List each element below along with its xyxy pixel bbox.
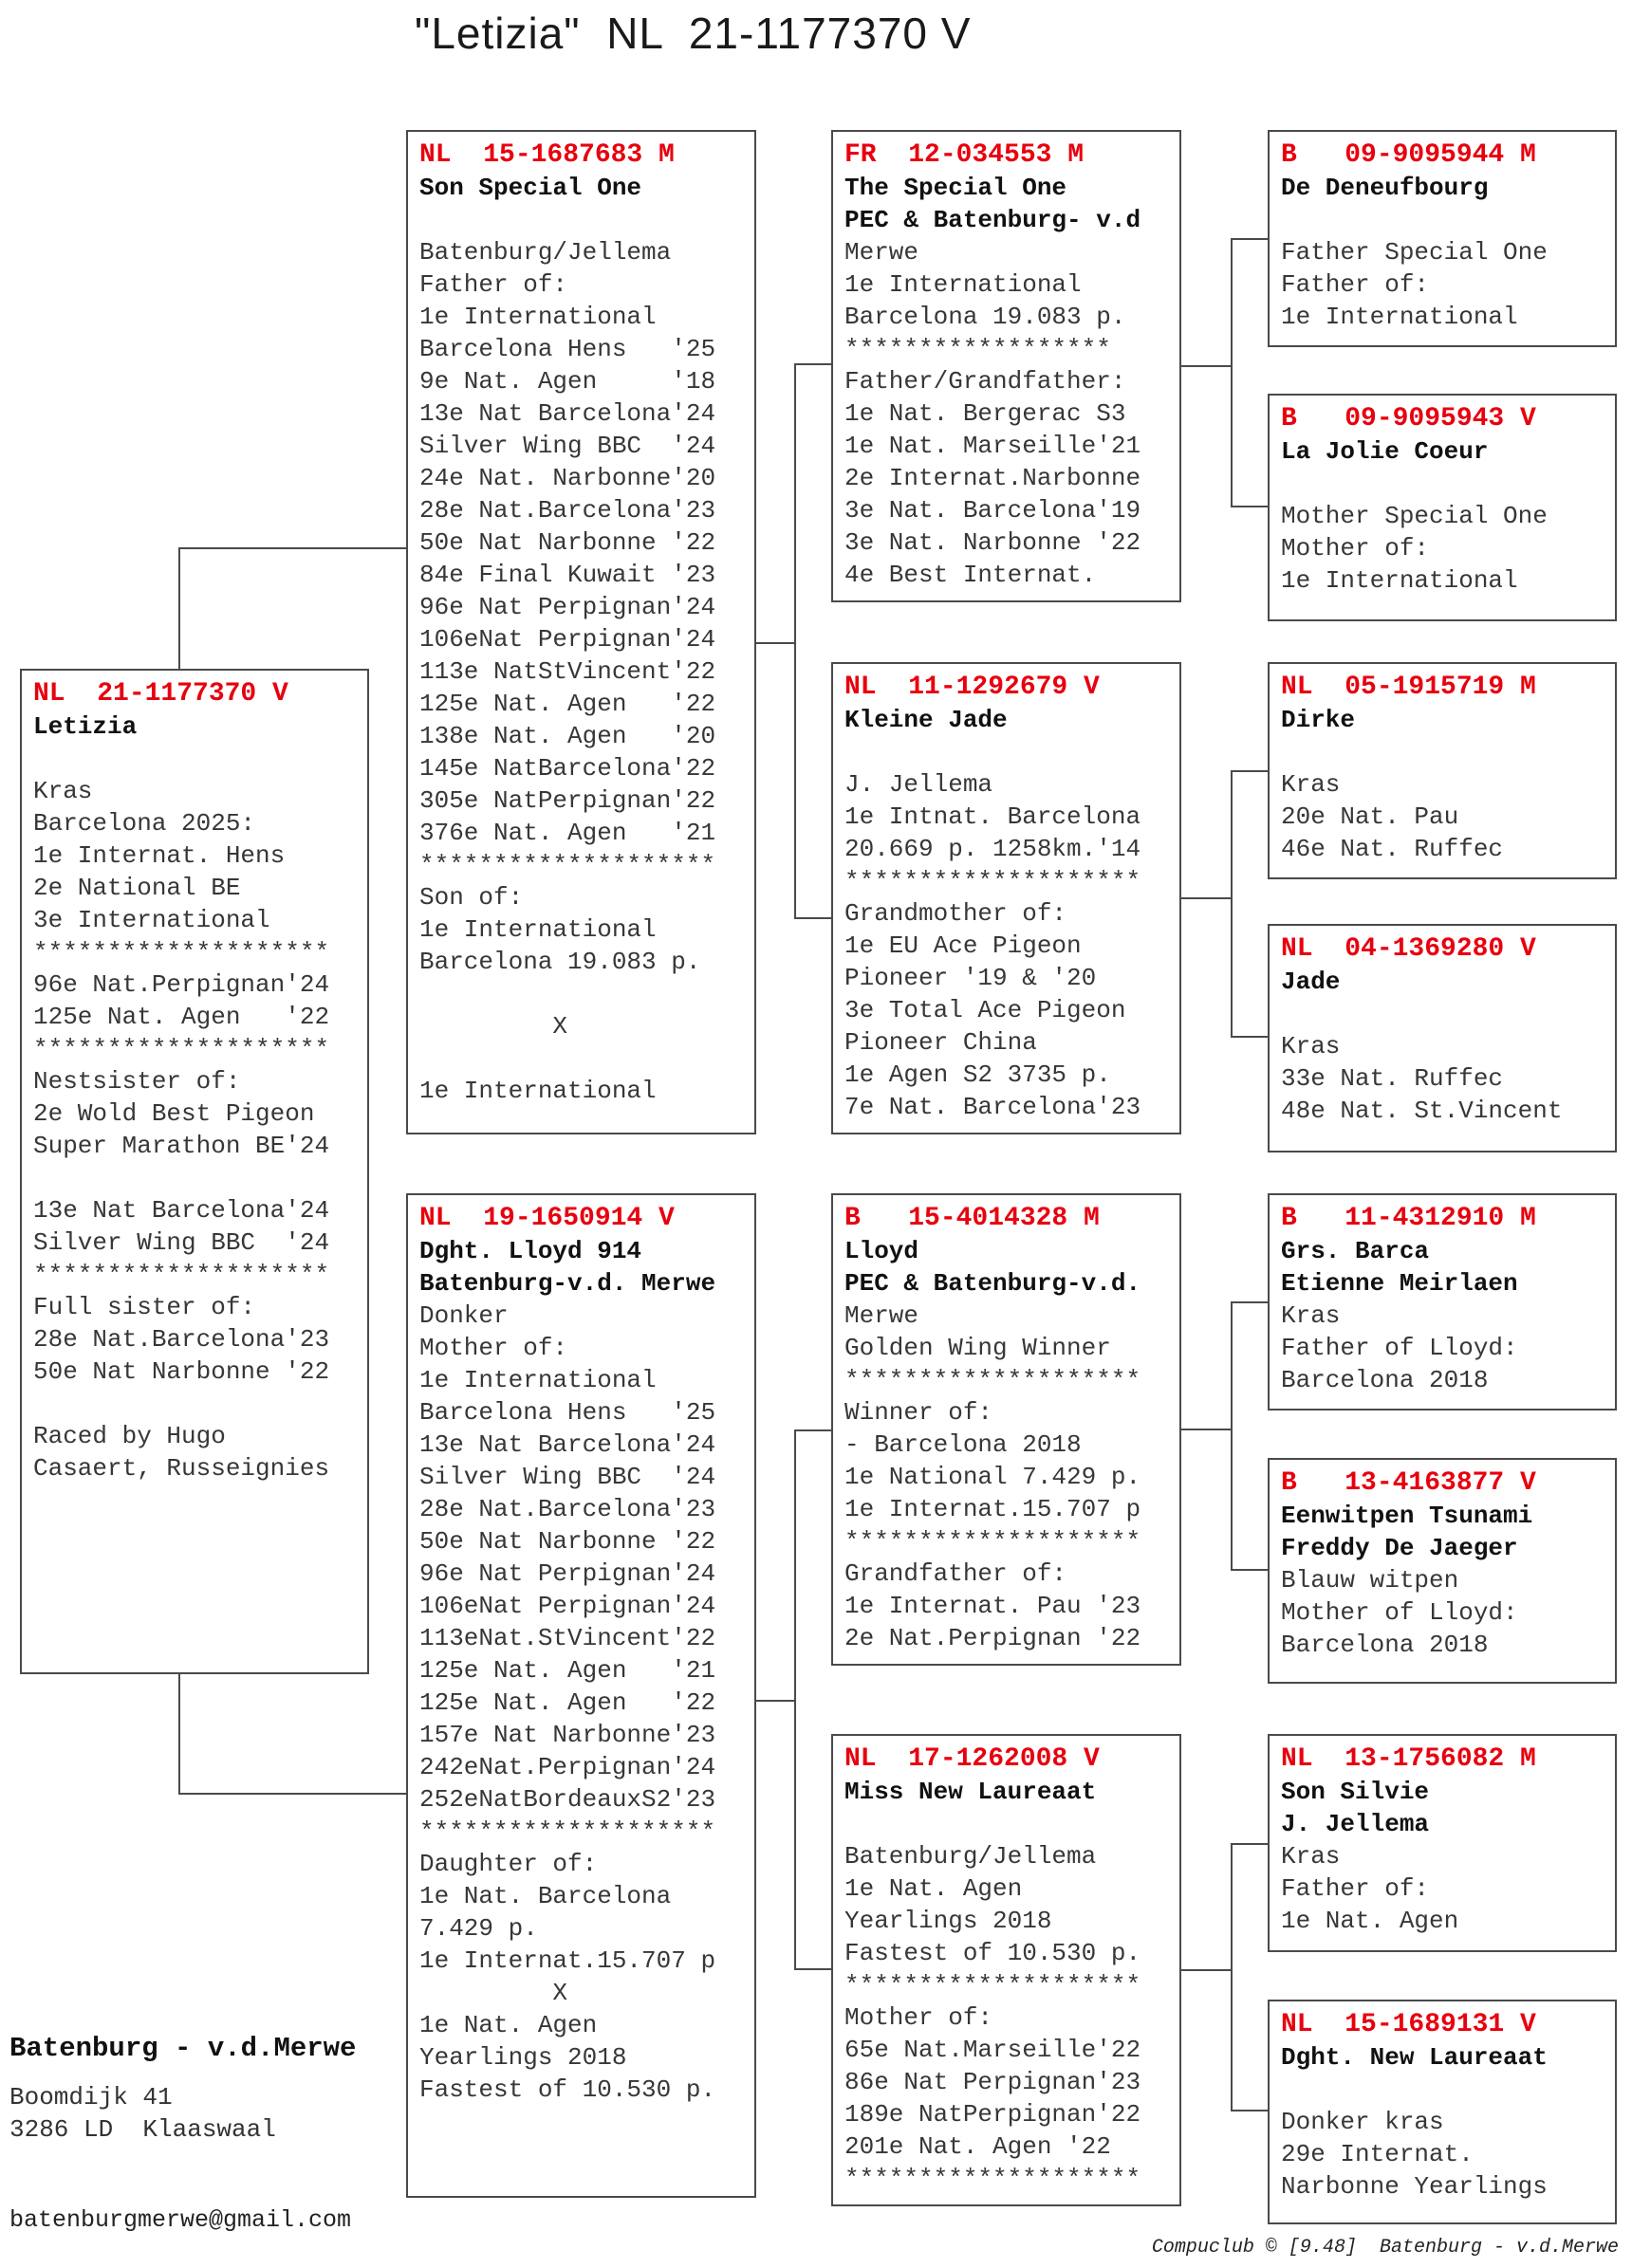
pigeon-name: De Deneufbourg	[1281, 174, 1489, 202]
detail-line: 1e Intnat. Barcelona	[844, 802, 1141, 831]
detail-line: 96e Nat Perpignan'24	[419, 1559, 716, 1588]
detail-line: Son of:	[419, 883, 524, 912]
detail-line: Nestsister of:	[33, 1067, 241, 1096]
detail-line: 3e Nat. Narbonne '22	[844, 528, 1141, 557]
connector-line	[1181, 365, 1232, 367]
detail-line: 189e NatPerpignan'22	[844, 2100, 1141, 2129]
detail-line: 113e NatStVincent'22	[419, 657, 716, 686]
ring-number: B 09-9095943 V	[1281, 404, 1536, 433]
detail-line: Grandfather of:	[844, 1559, 1067, 1588]
connector-line	[178, 1673, 180, 1795]
detail-line: Batenburg/Jellema	[419, 238, 672, 267]
ring-number: FR 12-034553 M	[844, 140, 1085, 170]
detail-line: Father of:	[419, 270, 568, 299]
detail-line: 106eNat Perpignan'24	[419, 1592, 716, 1620]
detail-line	[33, 1162, 362, 1194]
pedigree-box-kleine-jade	[831, 662, 1181, 1134]
detail-line	[1281, 204, 1609, 236]
detail-line: Kras	[1281, 1842, 1341, 1871]
detail-line: 13e Nat Barcelona'24	[33, 1196, 330, 1225]
detail-line: Father Special One	[1281, 238, 1548, 267]
detail-line: ********************	[33, 1261, 330, 1289]
detail-line: 50e Nat Narbonne '22	[419, 1527, 716, 1556]
detail-line: Merwe	[844, 1301, 919, 1330]
detail-line: 50e Nat Narbonne '22	[33, 1357, 330, 1386]
detail-line: 125e Nat. Agen '22	[419, 1688, 716, 1717]
pigeon-name: Son Special One	[419, 174, 642, 202]
connector-line	[178, 1793, 406, 1795]
pigeon-name: Jade	[1281, 968, 1341, 996]
detail-line: 1e Internat. Pau '23	[844, 1592, 1141, 1620]
ring-number: NL 13-1756082 M	[1281, 1744, 1536, 1774]
detail-line: 125e Nat. Agen '22	[419, 690, 716, 718]
detail-line: Mother of:	[1281, 534, 1430, 562]
detail-line: ********************	[844, 1366, 1141, 1394]
pigeon-name: Dght. Lloyd 914	[419, 1237, 642, 1265]
detail-line	[419, 978, 749, 1010]
detail-line	[844, 1808, 1174, 1840]
connector-line	[794, 1429, 831, 1431]
detail-line	[844, 736, 1174, 768]
ring-number: NL 05-1915719 M	[1281, 673, 1536, 702]
detail-line: Barcelona Hens '25	[419, 335, 716, 363]
detail-line: 20.669 p. 1258km.'14	[844, 835, 1141, 863]
detail-line: 29e Internat.	[1281, 2140, 1474, 2168]
detail-line: 9e Nat. Agen '18	[419, 367, 716, 396]
detail-line: 252eNatBordeauxS2'23	[419, 1785, 716, 1814]
detail-line: 1e Nat. Bergerac S3	[844, 399, 1126, 428]
detail-line: Kras	[33, 777, 93, 805]
detail-line	[1281, 736, 1609, 768]
connector-line	[756, 642, 795, 644]
pigeon-name: Etienne Meirlaen	[1281, 1269, 1518, 1298]
detail-line: Daughter of:	[419, 1850, 598, 1878]
detail-line: 2e Internat.Narbonne	[844, 464, 1141, 492]
detail-line: X	[419, 1012, 568, 1041]
detail-line: 1e International	[419, 303, 657, 331]
pedigree-box-de-deneufbourg	[1268, 130, 1617, 347]
detail-line: Fastest of 10.530 p.	[419, 2075, 716, 2104]
owner-address-street: Boomdijk 41	[9, 2083, 173, 2111]
detail-line: 3e Nat. Barcelona'19	[844, 496, 1141, 525]
pigeon-name: J. Jellema	[1281, 1810, 1430, 1838]
ring-number: NL 04-1369280 V	[1281, 934, 1536, 964]
detail-line: 157e Nat Narbonne'23	[419, 1721, 716, 1749]
pedigree-box-the-special-one	[831, 130, 1181, 602]
detail-line: 1e Agen S2 3735 p.	[844, 1060, 1111, 1089]
detail-line: Blauw witpen	[1281, 1566, 1459, 1595]
detail-line: 13e Nat Barcelona'24	[419, 1430, 716, 1459]
pedigree-box-son-special-one	[406, 130, 756, 1134]
detail-line: Donker	[419, 1301, 509, 1330]
detail-line: 1e Nat. Barcelona	[419, 1882, 672, 1910]
detail-line: 28e Nat.Barcelona'23	[419, 496, 716, 525]
detail-line: ********************	[419, 851, 716, 879]
connector-line	[794, 1429, 796, 1970]
detail-line: 125e Nat. Agen '21	[419, 1656, 716, 1685]
pigeon-name: Freddy De Jaeger	[1281, 1534, 1518, 1562]
detail-line: 1e International	[419, 1366, 657, 1394]
pigeon-name: Dirke	[1281, 706, 1356, 734]
detail-line: 106eNat Perpignan'24	[419, 625, 716, 654]
detail-line: ********************	[844, 1971, 1141, 2000]
detail-line: 1e Internat.15.707 p	[844, 1495, 1141, 1523]
detail-line: Father of:	[1281, 270, 1430, 299]
detail-line: 1e EU Ace Pigeon	[844, 931, 1082, 960]
pedigree-box-grs-barca	[1268, 1193, 1617, 1411]
detail-line: 28e Nat.Barcelona'23	[419, 1495, 716, 1523]
connector-line	[1181, 897, 1232, 899]
detail-line: Kras	[1281, 1032, 1341, 1060]
connector-line	[1231, 1301, 1268, 1303]
pigeon-name: PEC & Batenburg- v.d	[844, 206, 1141, 234]
detail-line: Mother of Lloyd:	[1281, 1598, 1518, 1627]
pigeon-name: Son Silvie	[1281, 1778, 1430, 1806]
detail-line: 86e Nat Perpignan'23	[844, 2068, 1141, 2096]
ring-number: NL 15-1689131 V	[1281, 2010, 1536, 2039]
ring-number: NL 11-1292679 V	[844, 673, 1100, 702]
detail-line: 7.429 p.	[419, 1914, 538, 1943]
detail-line: 1e International	[419, 1077, 657, 1105]
connector-line	[1231, 770, 1233, 1038]
pigeon-name: Batenburg-v.d. Merwe	[419, 1269, 716, 1298]
detail-line	[1281, 468, 1609, 500]
detail-line: Grandmother of:	[844, 899, 1067, 928]
pigeon-name: Letizia	[33, 712, 138, 741]
connector-line	[178, 547, 406, 549]
pigeon-name: Grs. Barca	[1281, 1237, 1430, 1265]
detail-line: Golden Wing Winner	[844, 1334, 1111, 1362]
detail-line: Pioneer '19 & '20	[844, 964, 1097, 992]
detail-line	[33, 743, 362, 775]
connector-line	[1231, 1569, 1268, 1571]
pigeon-name: PEC & Batenburg-v.d.	[844, 1269, 1141, 1298]
detail-line: Barcelona Hens '25	[419, 1398, 716, 1427]
pedigree-box-dght-lloyd-914	[406, 1193, 756, 2198]
connector-line	[794, 917, 831, 919]
detail-line: 113eNat.StVincent'22	[419, 1624, 716, 1652]
connector-line	[1231, 770, 1268, 772]
owner-email: batenburgmerwe@gmail.com	[9, 2206, 352, 2234]
detail-line: ********************	[844, 1527, 1141, 1556]
detail-line: ********************	[844, 867, 1141, 895]
pigeon-name: La Jolie Coeur	[1281, 437, 1489, 466]
connector-line	[794, 1968, 831, 1970]
detail-line: Kras	[1281, 1301, 1341, 1330]
detail-line: X	[419, 1979, 568, 2007]
pedigree-box-letizia	[20, 669, 369, 1674]
detail-line: Mother of:	[419, 1334, 568, 1362]
detail-line: - Barcelona 2018	[844, 1430, 1082, 1459]
pedigree-box-la-jolie-coeur	[1268, 394, 1617, 621]
connector-line	[1231, 506, 1268, 507]
ring-number: B 15-4014328 M	[844, 1204, 1100, 1233]
detail-line: 305e NatPerpignan'22	[419, 786, 716, 815]
detail-line: 376e Nat. Agen '21	[419, 819, 716, 847]
detail-line: 1e International	[1281, 303, 1518, 331]
connector-line	[1231, 1843, 1268, 1845]
ring-number: B 13-4163877 V	[1281, 1468, 1536, 1498]
detail-line: 1e Nat. Agen	[844, 1874, 1023, 1903]
detail-line: Silver Wing BBC '24	[33, 1228, 330, 1257]
owner-name: Batenburg - v.d.Merwe	[9, 2033, 357, 2064]
detail-line: Fastest of 10.530 p.	[844, 1939, 1141, 1967]
detail-line: 1e International	[419, 915, 657, 944]
detail-line: 201e Nat. Agen '22	[844, 2132, 1111, 2161]
pedigree-box-eenwitpen-tsunami	[1268, 1458, 1617, 1684]
connector-line	[1181, 1969, 1232, 1971]
detail-line: Silver Wing BBC '24	[419, 432, 716, 460]
connector-line	[794, 363, 796, 919]
detail-line: J. Jellema	[844, 770, 993, 799]
detail-line: 84e Final Kuwait '23	[419, 561, 716, 589]
detail-line: Barcelona 19.083 p.	[844, 303, 1126, 331]
detail-line: ********************	[844, 2165, 1141, 2193]
detail-line	[1281, 2074, 1609, 2106]
connector-line	[1231, 1843, 1233, 2111]
detail-line: Super Marathon BE'24	[33, 1132, 330, 1160]
detail-line	[33, 1388, 362, 1420]
ring-number: NL 15-1687683 M	[419, 140, 675, 170]
detail-line: 46e Nat. Ruffec	[1281, 835, 1504, 863]
detail-line: Winner of:	[844, 1398, 993, 1427]
detail-line: 242eNat.Perpignan'24	[419, 1753, 716, 1781]
detail-line: 1e Internat. Hens	[33, 841, 286, 870]
detail-line: Silver Wing BBC '24	[419, 1463, 716, 1491]
detail-line: 7e Nat. Barcelona'23	[844, 1093, 1141, 1121]
detail-line: 2e Wold Best Pigeon	[33, 1099, 315, 1128]
detail-line: 24e Nat. Narbonne'20	[419, 464, 716, 492]
detail-line: Full sister of:	[33, 1293, 256, 1321]
detail-line: 1e National 7.429 p.	[844, 1463, 1141, 1491]
detail-line: Father of:	[1281, 1874, 1430, 1903]
detail-line: 1e Nat. Agen	[419, 2011, 598, 2039]
connector-line	[756, 1700, 795, 1702]
ring-number: NL 17-1262008 V	[844, 1744, 1100, 1774]
pigeon-name: Eenwitpen Tsunami	[1281, 1502, 1533, 1530]
owner-address-city: 3286 LD Klaaswaal	[9, 2115, 276, 2144]
pigeon-name: Dght. New Laureaat	[1281, 2043, 1548, 2072]
ring-number: NL 19-1650914 V	[419, 1204, 675, 1233]
detail-line: 3e Total Ace Pigeon	[844, 996, 1126, 1024]
detail-line: 2e National BE	[33, 874, 241, 902]
detail-line: ******************	[844, 335, 1111, 363]
pedigree-box-son-silvie	[1268, 1734, 1617, 1952]
detail-line: Father of Lloyd:	[1281, 1334, 1518, 1362]
detail-line: 1e Internat.15.707 p	[419, 1946, 716, 1975]
detail-line: 145e NatBarcelona'22	[419, 754, 716, 783]
detail-line: Yearlings 2018	[844, 1907, 1052, 1935]
connector-line	[1181, 1429, 1232, 1430]
detail-line: Kras	[1281, 770, 1341, 799]
detail-line: Raced by Hugo	[33, 1422, 226, 1450]
connector-line	[1231, 2110, 1268, 2111]
detail-line: 96e Nat.Perpignan'24	[33, 970, 330, 999]
connector-line	[1231, 1301, 1233, 1571]
detail-line: Barcelona 2018	[1281, 1366, 1489, 1394]
detail-line: ********************	[33, 938, 330, 967]
detail-line: Barcelona 19.083 p.	[419, 948, 701, 976]
detail-line: 28e Nat.Barcelona'23	[33, 1325, 330, 1354]
connector-line	[178, 547, 180, 669]
detail-line: 138e Nat. Agen '20	[419, 722, 716, 750]
detail-line: 50e Nat Narbonne '22	[419, 528, 716, 557]
detail-line: Donker kras	[1281, 2108, 1444, 2136]
detail-line: 1e International	[1281, 566, 1518, 595]
pedigree-box-lloyd	[831, 1193, 1181, 1666]
page-title: "Letizia" NL 21-1177370 V	[415, 9, 972, 58]
connector-line	[794, 363, 831, 365]
detail-line: 48e Nat. St.Vincent	[1281, 1097, 1563, 1125]
pedigree-box-jade	[1268, 924, 1617, 1152]
pedigree-box-miss-new-laureaat	[831, 1734, 1181, 2206]
detail-line: Father/Grandfather:	[844, 367, 1126, 396]
pedigree-box-dght-new-laureaat	[1268, 2000, 1617, 2224]
detail-line: Barcelona 2025:	[33, 809, 256, 838]
connector-line	[1231, 1036, 1268, 1038]
pigeon-name: Miss New Laureaat	[844, 1778, 1097, 1806]
connector-line	[1231, 238, 1268, 240]
pigeon-name: Kleine Jade	[844, 706, 1008, 734]
detail-line: Yearlings 2018	[419, 2043, 627, 2072]
detail-line: ********************	[33, 1035, 330, 1063]
footer-credit: Compuclub © [9.48] Batenburg - v.d.Merwe	[1151, 2237, 1619, 2259]
detail-line: 1e Nat. Agen	[1281, 1907, 1459, 1935]
detail-line: 125e Nat. Agen '22	[33, 1003, 330, 1031]
pedigree-box-dirke	[1268, 662, 1617, 879]
detail-line: Pioneer China	[844, 1028, 1037, 1057]
detail-line: Casaert, Russeignies	[33, 1454, 330, 1483]
detail-line: Merwe	[844, 238, 919, 267]
detail-line	[1281, 998, 1609, 1030]
connector-line	[1231, 238, 1233, 507]
ring-number: B 09-9095944 M	[1281, 140, 1536, 170]
detail-line	[419, 204, 749, 236]
pigeon-name: Lloyd	[844, 1237, 919, 1265]
detail-line: Barcelona 2018	[1281, 1631, 1489, 1659]
detail-line: 65e Nat.Marseille'22	[844, 2036, 1141, 2064]
detail-line: 2e Nat.Perpignan '22	[844, 1624, 1141, 1652]
detail-line: Narbonne Yearlings	[1281, 2172, 1548, 2201]
detail-line: 96e Nat Perpignan'24	[419, 593, 716, 621]
detail-line: 13e Nat Barcelona'24	[419, 399, 716, 428]
detail-line: 3e International	[33, 906, 270, 934]
detail-line: 1e Nat. Marseille'21	[844, 432, 1141, 460]
detail-line: 33e Nat. Ruffec	[1281, 1064, 1504, 1093]
ring-number: B 11-4312910 M	[1281, 1204, 1536, 1233]
detail-line: 20e Nat. Pau	[1281, 802, 1459, 831]
pigeon-name: The Special One	[844, 174, 1067, 202]
detail-line: 4e Best Internat.	[844, 561, 1097, 589]
ring-number: NL 21-1177370 V	[33, 679, 288, 709]
detail-line: 1e International	[844, 270, 1082, 299]
detail-line: Mother Special One	[1281, 502, 1548, 530]
detail-line	[419, 1042, 749, 1075]
detail-line: Mother of:	[844, 2003, 993, 2032]
detail-line: ********************	[419, 1817, 716, 1846]
detail-line: Batenburg/Jellema	[844, 1842, 1097, 1871]
